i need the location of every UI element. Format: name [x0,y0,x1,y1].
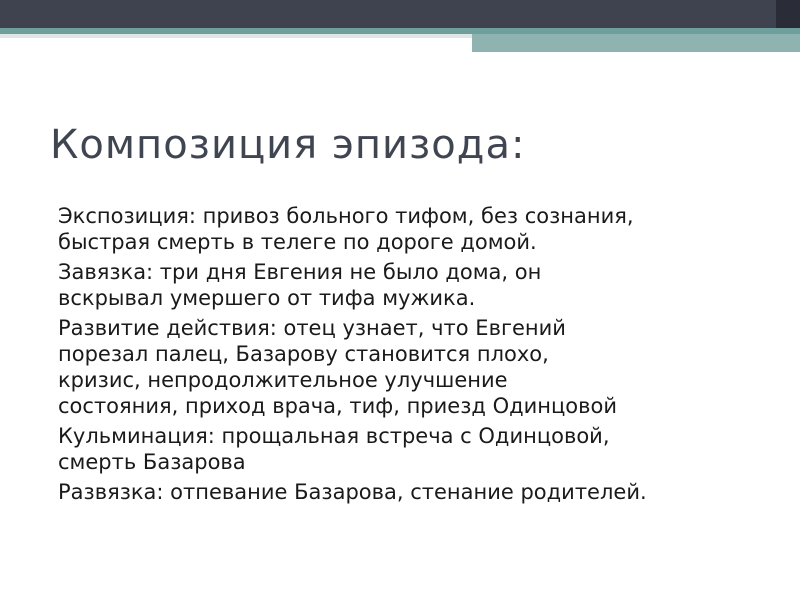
slide-title: Композиция эпизода: [50,122,526,168]
paragraph-line: быстрая смерть в телеге по дороге домой. [58,230,537,254]
paragraph-resolution [58,479,778,505]
header-dark-strip [0,0,800,28]
paragraph-line: Развитие действия: отец узнает, что Евгений [58,316,566,340]
paragraph-exposition [58,203,778,255]
paragraph-line: Завязка: три дня Евгения не было дома, он [58,260,542,284]
paragraph-line: вскрывал умершего от тифа мужика. [58,286,476,310]
paragraph-line: Экспозиция: привоз больного тифом, без сознания, [58,204,634,228]
paragraph-line: кризис, непродолжительное улучшение [58,368,508,392]
paragraph-line: Кульминация: прощальная встреча с Одинцовой, [58,424,610,448]
paragraph-plot-start [58,259,778,311]
slide-body [58,203,778,509]
paragraph-line: состояния, приход врача, тиф, приезд Одинцовой [58,394,618,418]
paragraph-line: порезал палец, Базарову становится плохо, [58,342,549,366]
paragraph-climax [58,423,778,475]
header-teal-block [472,34,800,52]
header-accent-block [776,0,800,28]
header-light-stripe [0,34,472,38]
paragraph-line: Развязка: отпевание Базарова, стенание родителей. [58,480,647,504]
paragraph-development [58,315,778,419]
paragraph-line: смерть Базарова [58,450,246,474]
